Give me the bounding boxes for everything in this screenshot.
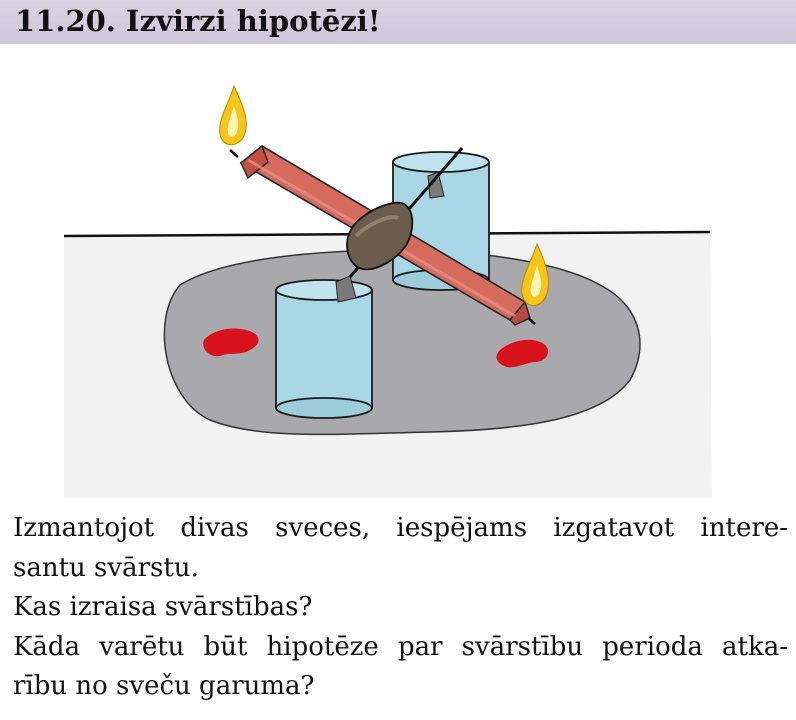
text-line-1: Izmantojot divas sveces, iespējams izgatavot intere-	[13, 513, 788, 543]
page-title: 11.20. Izvirzi hipotēzi!	[15, 4, 381, 38]
front-glass	[276, 276, 372, 418]
left-wick	[230, 150, 238, 157]
header-bar	[0, 0, 796, 44]
text-line-5: rību no sveču garuma?	[13, 671, 315, 701]
exercise-text	[13, 509, 788, 707]
text-line-4: Kāda varētu būt hipotēze par svārstību perioda atka-	[13, 631, 788, 662]
text-line-2: santu svārstu.	[13, 552, 199, 583]
left-flame-icon	[220, 86, 247, 145]
text-line-3: Kas izraisa svārstības?	[13, 592, 313, 622]
candle-pendulum-illustration	[0, 44, 796, 514]
